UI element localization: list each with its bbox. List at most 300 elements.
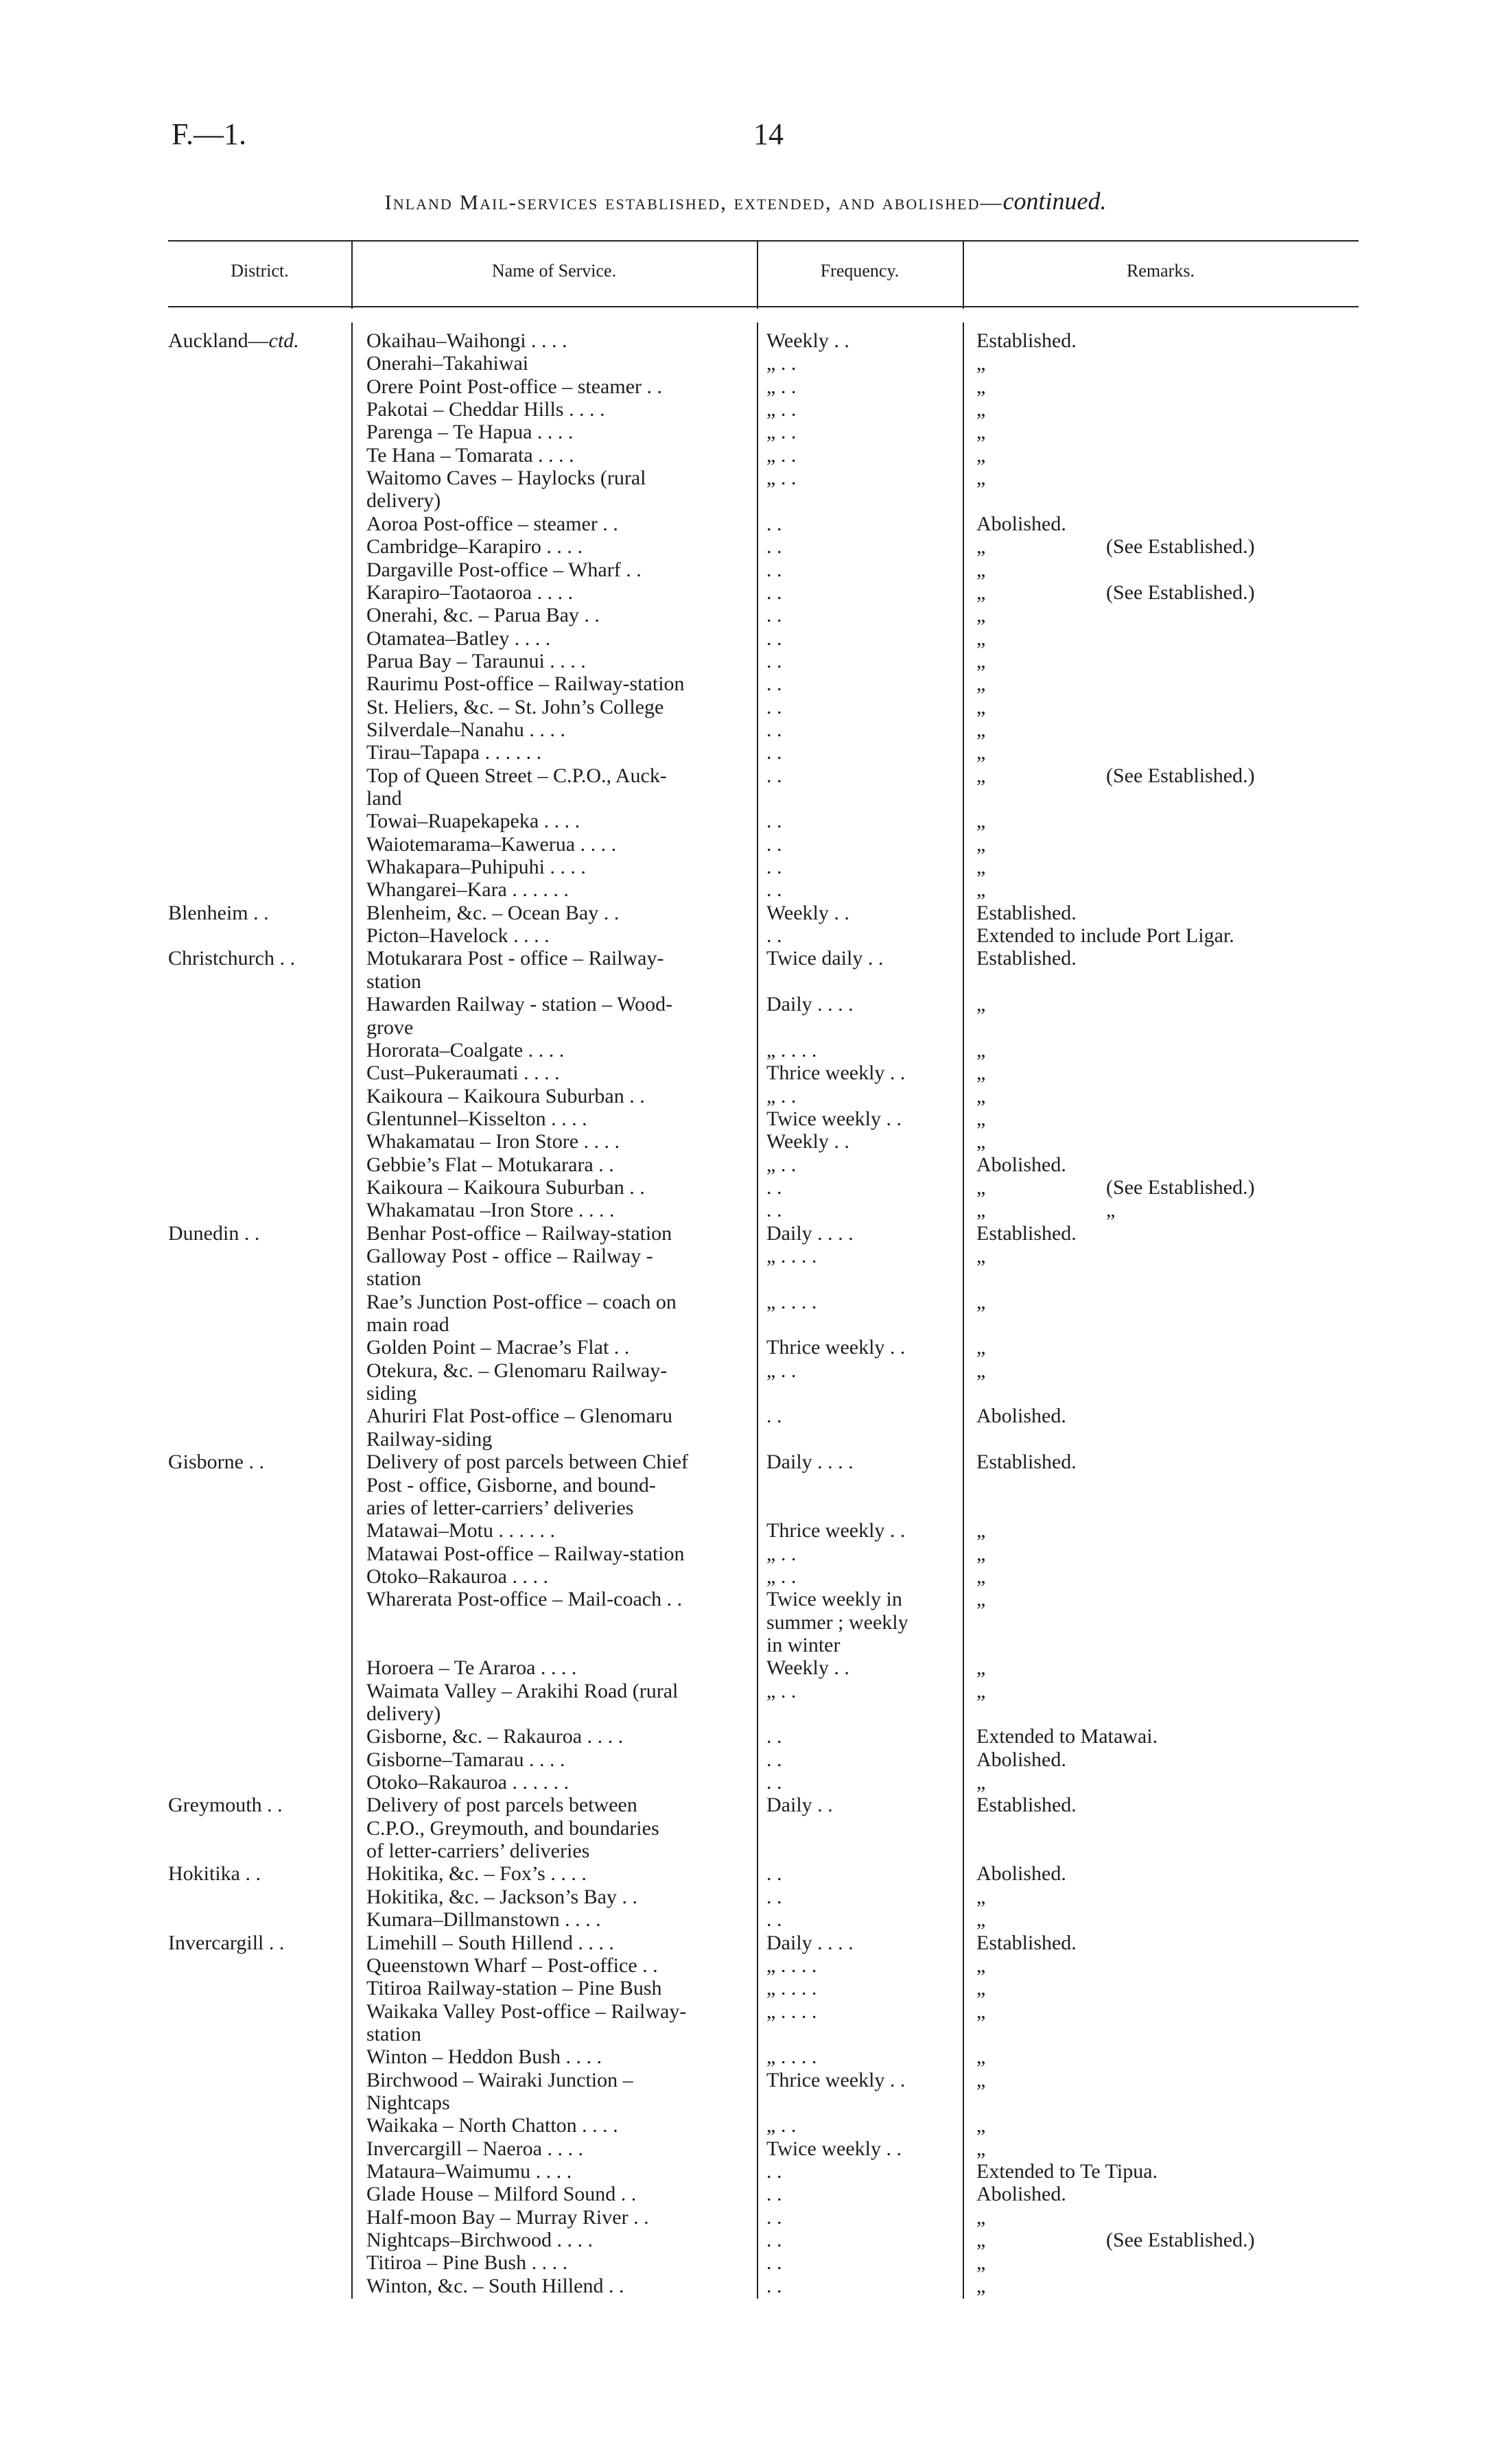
service-cell: Pakotai – Cheddar Hills . . . . [366,398,605,421]
frequency-cell: „ . . [766,398,797,421]
remarks-cell: „ [976,580,986,604]
table-row [0,1840,1491,1863]
table-row [0,1107,1491,1131]
frequency-cell: . . [766,1908,782,1932]
frequency-cell: . . [766,878,782,902]
frequency-cell: . . [766,695,782,718]
frequency-cell: . . [766,1725,782,1748]
frequency-cell: . . [766,856,782,879]
table-row [0,1794,1491,1817]
frequency-cell: summer ; weekly [766,1610,908,1634]
table-row [0,1748,1491,1772]
frequency-cell: „ . . . . [766,1953,817,1977]
frequency-cell: in winter [766,1633,841,1656]
table-row [0,2023,1491,2046]
table-row [0,902,1491,925]
service-cell: Winton, &c. – South Hillend . . [366,2274,624,2297]
service-cell: Kaikoura – Kaikoura Suburban . . [366,1175,645,1199]
remarks-cell: „ [976,856,986,879]
remarks-note-cell: „ [1106,1199,1116,1222]
service-cell: Waimata Valley – Arakihi Road (rural [366,1679,679,1702]
service-cell: Motukarara Post - office – Railway- [366,947,664,970]
remarks-cell: „ [976,1336,986,1359]
frequency-cell: Thrice weekly . . [766,1519,906,1542]
table-row [0,1199,1491,1222]
service-cell: Post - office, Gisborne, and bound- [366,1473,656,1497]
service-cell: Half-moon Bay – Murray River . . [366,2205,649,2229]
table-top-rule [168,240,1359,242]
service-cell: Hororata–Coalgate . . . . [366,1038,565,1061]
service-cell: Te Hana – Tomarata . . . . [366,443,574,467]
table-row [0,627,1491,650]
service-cell: Waiotemarama–Kawerua . . . . [366,832,617,856]
frequency-cell: . . [766,1862,782,1886]
remarks-cell: „ [976,1999,986,2023]
frequency-cell: „ . . . . [766,2045,817,2069]
table-row [0,2091,1491,2115]
service-cell: Aoroa Post-office – steamer . . [366,512,618,535]
table-row [0,2251,1491,2275]
service-cell: main road [366,1313,449,1337]
table-row [0,1061,1491,1085]
frequency-cell: „ . . [766,1542,797,1565]
table-row [0,1359,1491,1383]
service-cell: Glade House – Milford Sound . . [366,2183,637,2206]
service-cell: Delivery of post parcels between [366,1794,637,1817]
service-cell: Waitomo Caves – Haylocks (rural [366,467,646,490]
column-header-service: Name of Service. [491,261,617,281]
table-row [0,1497,1491,1520]
service-cell: Karapiro–Taotaoroa . . . . [366,580,574,604]
frequency-cell: . . [766,924,782,948]
service-cell: Blenheim, &c. – Ocean Bay . . [366,901,620,924]
table-row [0,1886,1491,1909]
remarks-cell: „ [976,2137,986,2160]
service-cell: Dargaville Post-office – Wharf . . [366,558,642,581]
table-row [0,2229,1491,2252]
remarks-note-cell: (See Established.) [1106,1175,1255,1199]
table-row [0,696,1491,719]
remarks-cell: Extended to Te Tipua. [976,2160,1158,2183]
remarks-note-cell: (See Established.) [1106,580,1255,604]
remarks-cell: Established. [976,947,1077,970]
service-cell: Invercargill – Naeroa . . . . [366,2137,583,2160]
service-cell: Parenga – Te Hapua . . . . [366,421,574,444]
service-cell: Tirau–Tapapa . . . . . . [366,741,542,764]
table-row [0,2160,1491,2183]
service-cell: Wharerata Post-office – Mail-coach . . [366,1588,683,1611]
table-row [0,2045,1491,2069]
table-row [0,1656,1491,1680]
service-cell: Otekura, &c. – Glenomaru Railway- [366,1359,668,1382]
table-row [0,1291,1491,1314]
remarks-cell: „ [976,1771,986,1794]
frequency-cell: . . [766,810,782,833]
district-cell: Christchurch . . [168,947,295,970]
service-cell: Raurimu Post-office – Railway-station [366,672,685,696]
service-cell: Rae’s Junction Post-office – coach on [366,1290,677,1313]
remarks-cell: „ [976,1542,986,1565]
service-cell: Kaikoura – Kaikoura Suburban . . [366,1084,645,1107]
table-row [0,1862,1491,1886]
frequency-cell: . . [766,2274,782,2297]
table-row [0,2275,1491,2298]
service-cell: Matawai–Motu . . . . . . [366,1519,555,1542]
service-cell: Benhar Post-office – Railway-station [366,1221,672,1245]
service-cell: Whangarei–Kara . . . . . . [366,878,569,902]
table-row [0,2206,1491,2229]
table-row [0,1817,1491,1840]
remarks-cell: Abolished. [976,2183,1066,2206]
frequency-cell: Daily . . . . [766,1451,854,1474]
frequency-cell: . . [766,604,782,627]
remarks-cell: „ [976,604,986,627]
service-cell: of letter-carriers’ deliveries [366,1840,590,1863]
frequency-cell: „ . . . . [766,1290,817,1313]
remarks-cell: „ [976,1977,986,2000]
remarks-cell: „ [976,1656,986,1680]
page-title-text: Inland Mail-services established, extended, and abolished— [384,190,1003,214]
service-cell: station [366,1267,421,1291]
remarks-cell: „ [976,1359,986,1382]
service-cell: Towai–Ruapekapeka . . . . [366,810,580,833]
frequency-cell: Twice weekly . . [766,1107,902,1130]
table-row [0,2069,1491,2092]
service-cell: Kumara–Dillmanstown . . . . [366,1908,601,1932]
column-header-remarks: Remarks. [1127,261,1195,281]
remarks-cell: „ [976,1130,986,1153]
table-row [0,467,1491,490]
service-cell: Waikaka – North Chatton . . . . [366,2114,618,2137]
remarks-note-cell: (See Established.) [1106,764,1255,787]
service-cell: Mataura–Waimumu . . . . [366,2160,572,2183]
remarks-cell: Abolished. [976,1405,1066,1428]
remarks-cell: Established. [976,1221,1077,1245]
remarks-cell: „ [976,695,986,718]
table-row [0,1932,1491,1955]
remarks-cell: „ [976,2251,986,2275]
frequency-cell: . . [766,1748,782,1771]
table-row [0,924,1491,948]
service-cell: Onerahi, &c. – Parua Bay . . [366,604,600,627]
table-row [0,764,1491,788]
remarks-cell: Established. [976,901,1077,924]
table-row [0,947,1491,970]
column-header-district: District. [231,261,289,281]
table-row [0,398,1491,421]
remarks-cell: „ [976,2068,986,2091]
table-row [0,1474,1491,1497]
frequency-cell: Weekly . . [766,901,849,924]
remarks-cell: Extended to Matawai. [976,1725,1158,1748]
frequency-cell: . . [766,1771,782,1794]
table-row [0,878,1491,902]
frequency-cell: Twice weekly . . [766,2137,902,2160]
remarks-cell: Established. [976,1451,1077,1474]
service-cell: aries of letter-carriers’ deliveries [366,1496,634,1519]
service-cell: Otamatea–Batley . . . . [366,626,551,650]
district-cell: Gisborne . . [168,1451,264,1474]
remarks-cell: Established. [976,329,1077,352]
table-row [0,970,1491,994]
service-cell: Limehill – South Hillend . . . . [366,1931,614,1954]
frequency-cell: . . [766,1405,782,1428]
page-title-suffix: continued. [1002,187,1107,215]
service-cell: Galloway Post - office – Railway - [366,1245,653,1267]
service-cell: Onerahi–Takahiwai [366,352,529,375]
service-cell: Nightcaps–Birchwood . . . . [366,2229,593,2252]
district-cell: Greymouth . . [168,1794,283,1817]
frequency-cell: Twice weekly in [766,1588,902,1611]
table-row [0,1016,1491,1040]
frequency-cell: „ . . [766,443,797,467]
district-cell: Hokitika . . [168,1862,261,1886]
frequency-cell: . . [766,1199,782,1222]
table-row [0,1451,1491,1474]
service-cell: C.P.O., Greymouth, and boundaries [366,1816,659,1840]
table-row [0,1954,1491,1978]
frequency-cell: „ . . [766,1153,797,1176]
remarks-cell: „ [976,421,986,444]
service-cell: Ahuriri Flat Post-office – Glenomaru [366,1405,673,1428]
service-cell: Whakamatau – Iron Store . . . . [366,1130,620,1153]
table-row [0,1428,1491,1451]
frequency-cell: Daily . . . . [766,1931,854,1954]
table-row [0,559,1491,582]
district-cell: Dunedin . . [168,1221,260,1245]
remarks-cell: „ [976,626,986,650]
service-cell: Top of Queen Street – C.P.O., Auck- [366,764,667,787]
page-title [0,187,1491,215]
frequency-cell: „ . . [766,1679,797,1702]
remarks-cell: „ [976,443,986,467]
table-row [0,1908,1491,1932]
service-cell: Okaihau–Waihongi . . . . [366,329,567,352]
frequency-cell: . . [766,764,782,787]
table-row [0,1313,1491,1337]
frequency-cell: „ . . [766,421,797,444]
frequency-cell: . . [766,1175,782,1199]
frequency-cell: Daily . . . . [766,1221,854,1245]
service-cell: Gebbie’s Flat – Motukarara . . [366,1153,614,1176]
remarks-cell: „ [976,741,986,764]
table-row [0,1588,1491,1611]
table-row [0,650,1491,673]
frequency-cell: . . [766,741,782,764]
service-cell: Gisborne, &c. – Rakauroa . . . . [366,1725,624,1748]
frequency-cell: „ . . [766,375,797,398]
table-row [0,718,1491,742]
frequency-cell: Weekly . . [766,329,849,352]
remarks-cell: „ [976,1564,986,1588]
remarks-cell: „ [976,1588,986,1611]
frequency-cell: . . [766,2183,782,2206]
remarks-cell: „ [976,878,986,902]
remarks-cell: „ [976,535,986,559]
table-row [0,1336,1491,1359]
service-cell: Titiroa – Pine Bush . . . . [366,2251,568,2275]
remarks-cell: „ [976,2205,986,2229]
table-row [0,1977,1491,2000]
remarks-cell: „ [976,467,986,490]
remarks-cell: Established. [976,1794,1077,1817]
table-row [0,1611,1491,1634]
service-cell: Cambridge–Karapiro . . . . [366,535,583,559]
service-cell: Otoko–Rakauroa . . . . [366,1564,548,1588]
remarks-cell: „ [976,2114,986,2137]
table-row [0,810,1491,833]
service-cell: Hokitika, &c. – Fox’s . . . . [366,1862,587,1886]
remarks-cell: „ [976,1084,986,1107]
service-cell: land [366,787,402,810]
table-row [0,833,1491,856]
table-row [0,1176,1491,1199]
remarks-cell: „ [976,993,986,1016]
remarks-cell: „ [976,1953,986,1977]
service-cell: Nightcaps [366,2091,450,2114]
table-row [0,672,1491,696]
service-cell: Orere Point Post-office – steamer . . [366,375,663,398]
table-row [0,1130,1491,1153]
table-row [0,1634,1491,1657]
service-cell: grove [366,1016,414,1039]
service-cell: Silverdale–Nanahu . . . . [366,718,565,741]
table-row [0,1153,1491,1177]
page-number: 14 [753,117,784,151]
table-row [0,1771,1491,1794]
remarks-cell: Abolished. [976,1862,1066,1886]
remarks-cell: „ [976,398,986,421]
service-cell: Birchwood – Wairaki Junction – [366,2068,633,2091]
frequency-cell: . . [766,672,782,696]
remarks-cell: „ [976,352,986,375]
table-row [0,604,1491,627]
remarks-cell: „ [976,672,986,696]
remarks-cell: „ [976,1679,986,1702]
service-cell: Otoko–Rakauroa . . . . . . [366,1771,569,1794]
table-row [0,787,1491,810]
frequency-cell: „ . . [766,2114,797,2137]
remarks-cell: „ [976,1290,986,1313]
service-cell: Matawai Post-office – Railway-station [366,1542,685,1565]
remarks-cell: „ [976,2045,986,2069]
service-cell: Railway-siding [366,1427,493,1451]
service-cell: Whakapara–Puhipuhi . . . . [366,856,586,879]
table-row [0,741,1491,764]
remarks-note-cell: (See Established.) [1106,2229,1255,2252]
remarks-cell: „ [976,1908,986,1932]
frequency-cell: Daily . . . . [766,993,854,1016]
frequency-cell: . . [766,2160,782,2183]
table-row [0,2000,1491,2023]
table-row [0,856,1491,879]
frequency-cell: . . [766,535,782,559]
table-row [0,375,1491,399]
remarks-cell: „ [976,2229,986,2252]
frequency-cell: „ . . . . [766,1999,817,2023]
remarks-cell: „ [976,810,986,833]
table-row [0,1039,1491,1062]
remarks-cell: „ [976,1885,986,1908]
remarks-cell: Abolished. [976,1748,1066,1771]
service-cell: Picton–Havelock . . . . [366,924,550,948]
table-row [0,352,1491,375]
remarks-cell: „ [976,649,986,672]
table-row [0,1519,1491,1542]
page-reference: F.—1. [172,117,246,151]
table-row [0,444,1491,467]
remarks-cell: „ [976,1061,986,1085]
table-row [0,1542,1491,1566]
service-cell: delivery) [366,1702,441,1725]
remarks-cell: „ [976,2274,986,2297]
table-row [0,1267,1491,1291]
frequency-cell: Thrice weekly . . [766,1061,906,1085]
service-cell: Whakamatau –Iron Store . . . . [366,1199,615,1222]
table-row [0,1725,1491,1748]
table-row [0,2137,1491,2161]
frequency-cell: „ . . [766,1359,797,1382]
frequency-cell: . . [766,649,782,672]
frequency-cell: Weekly . . [766,1656,849,1680]
frequency-cell: . . [766,2205,782,2229]
remarks-note-cell: (See Established.) [1106,535,1255,559]
frequency-cell: . . [766,580,782,604]
remarks-cell: Abolished. [976,1153,1066,1176]
table-row [0,1680,1491,1703]
table-row [0,993,1491,1016]
remarks-cell: Established. [976,1931,1077,1954]
service-cell: station [366,2022,421,2045]
table-row [0,1702,1491,1726]
frequency-cell: „ . . . . [766,1977,817,2000]
table-row [0,2114,1491,2137]
table-row [0,1382,1491,1405]
frequency-cell: Twice daily . . [766,947,884,970]
remarks-cell: „ [976,375,986,398]
frequency-cell: . . [766,718,782,741]
frequency-cell: . . [766,832,782,856]
frequency-cell: . . [766,626,782,650]
frequency-cell: „ . . [766,352,797,375]
table-row [0,1565,1491,1588]
service-cell: siding [366,1382,417,1405]
service-cell: Hawarden Railway - station – Wood- [366,993,673,1016]
table-row [0,2183,1491,2206]
remarks-cell: „ [976,832,986,856]
frequency-cell: . . [766,558,782,581]
frequency-cell: „ . . . . [766,1038,817,1061]
remarks-cell: „ [976,718,986,741]
district-cell: Invercargill . . [168,1931,285,1954]
table-row [0,489,1491,513]
frequency-cell: . . [766,512,782,535]
service-cell: Glentunnel–Kisselton . . . . [366,1107,587,1130]
service-cell: Queenstown Wharf – Post-office . . [366,1953,658,1977]
service-cell: Horoera – Te Araroa . . . . [366,1656,577,1680]
service-cell: Hokitika, &c. – Jackson’s Bay . . [366,1885,637,1908]
table-row [0,513,1491,536]
frequency-cell: Daily . . [766,1794,833,1817]
remarks-cell: „ [976,1519,986,1542]
frequency-cell: Weekly . . [766,1130,849,1153]
frequency-cell: Thrice weekly . . [766,2068,906,2091]
remarks-cell: „ [976,1038,986,1061]
service-cell: Winton – Heddon Bush . . . . [366,2045,602,2069]
district-cell: Auckland—ctd. [168,329,299,352]
table-row [0,1222,1491,1245]
column-header-frequency: Frequency. [820,261,900,281]
